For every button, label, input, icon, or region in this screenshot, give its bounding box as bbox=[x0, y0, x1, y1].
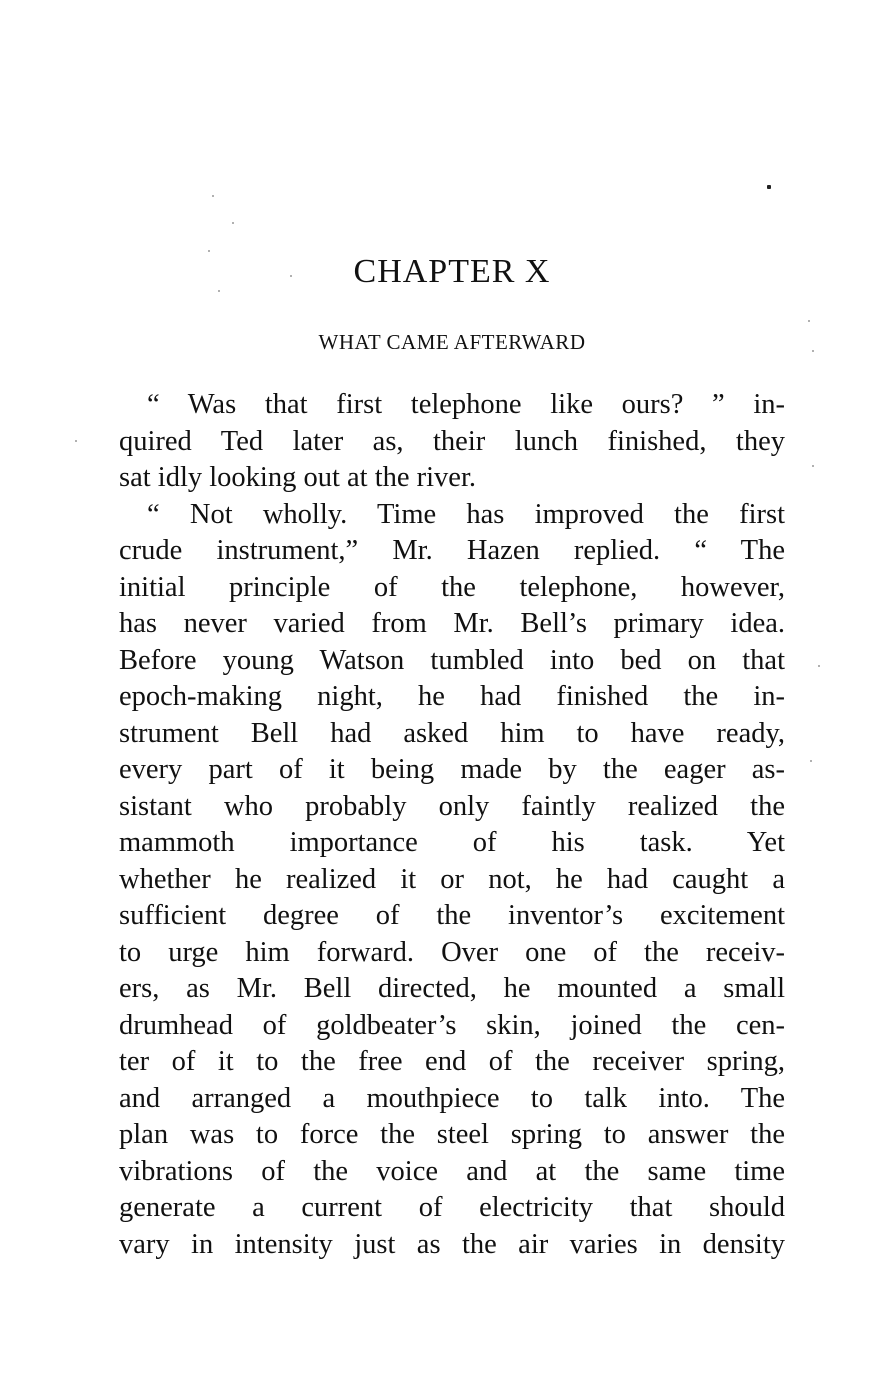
scan-speck bbox=[232, 222, 234, 224]
body-line: sufficient degree of the inventor’s excitement bbox=[119, 900, 785, 931]
body-line: and arranged a mouthpiece to talk into. The bbox=[119, 1082, 785, 1114]
body-line: drumhead of goldbeater’s skin, joined the cen- bbox=[119, 1009, 785, 1041]
scan-speck bbox=[767, 185, 771, 189]
scan-speck bbox=[818, 665, 820, 667]
body-line: sat idly looking out at the river. bbox=[119, 462, 476, 493]
body-line: initial principle of the telephone, however, bbox=[119, 571, 785, 603]
body-line: “ Not wholly. Time has improved the first bbox=[147, 498, 785, 530]
body-line: whether he realized it or not, he had caught a bbox=[119, 863, 785, 895]
body-line: “ Was that first telephone like ours? ” in- bbox=[147, 389, 785, 420]
chapter-title: CHAPTER X bbox=[353, 253, 551, 290]
scan-speck bbox=[212, 195, 214, 197]
body-line: every part of it being made by the eager as- bbox=[119, 754, 785, 785]
body-line: to urge him forward. Over one of the receiv- bbox=[119, 936, 785, 968]
body-line: mammoth importance of his task. Yet bbox=[119, 827, 785, 858]
body-line: strument Bell had asked him to have ready, bbox=[119, 717, 785, 749]
body-line: quired Ted later as, their lunch finished, they bbox=[119, 425, 785, 457]
chapter-subtitle: WHAT CAME AFTERWARD bbox=[318, 330, 586, 354]
body-line: Before young Watson tumbled into bed on that bbox=[119, 644, 785, 676]
body-line: crude instrument,” Mr. Hazen replied. “ The bbox=[119, 535, 785, 566]
body-line: vary in intensity just as the air varies in density bbox=[119, 1228, 785, 1260]
body-line: has never varied from Mr. Bell’s primary idea. bbox=[119, 608, 785, 639]
scan-speck bbox=[810, 760, 812, 762]
body-line: epoch-making night, he had finished the in- bbox=[119, 681, 785, 712]
scan-speck bbox=[75, 440, 77, 442]
body-line: generate a current of electricity that should bbox=[119, 1192, 785, 1223]
body-line: sistant who probably only faintly realized the bbox=[119, 790, 785, 822]
scan-speck bbox=[812, 465, 814, 467]
body-line: vibrations of the voice and at the same time bbox=[119, 1155, 785, 1187]
body-line: ter of it to the free end of the receiver spring, bbox=[119, 1046, 785, 1077]
chapter-body bbox=[119, 387, 785, 1263]
scan-speck bbox=[808, 320, 810, 322]
body-line: plan was to force the steel spring to answer the bbox=[119, 1119, 785, 1150]
body-line: ers, as Mr. Bell directed, he mounted a small bbox=[119, 973, 785, 1004]
